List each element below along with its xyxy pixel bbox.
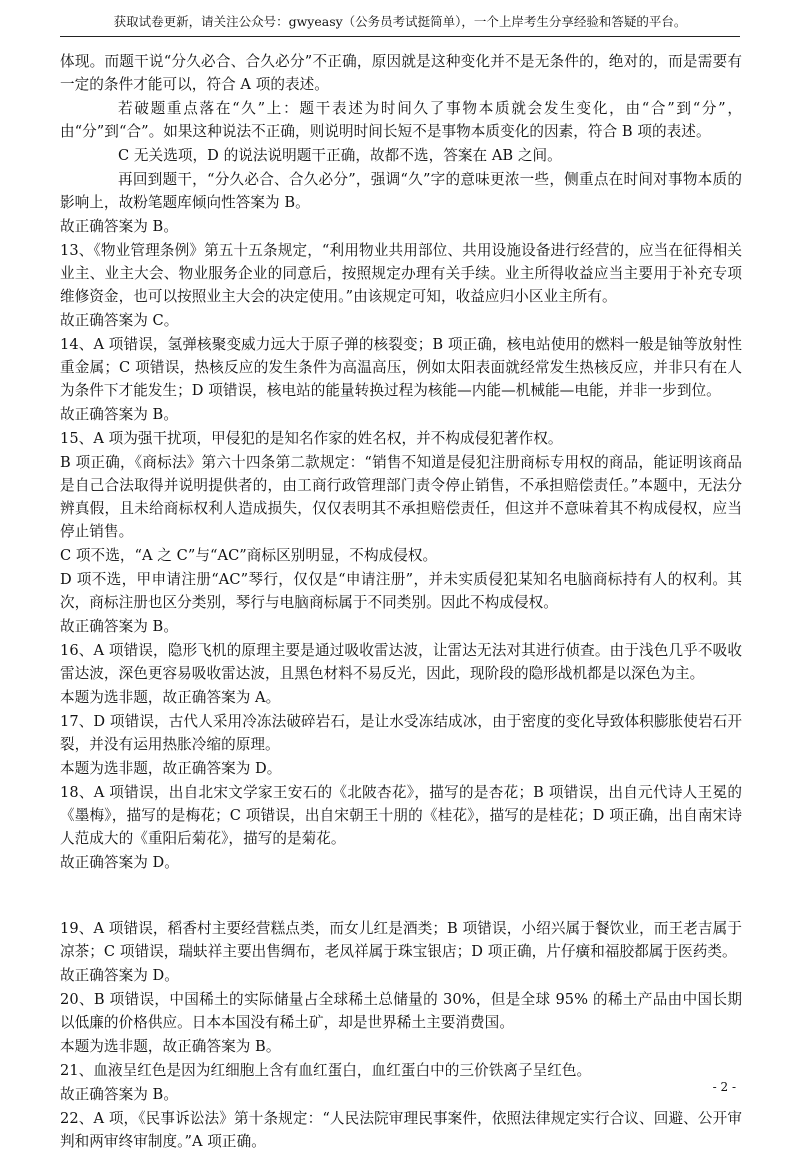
paragraph: C 项不选，“A 之 C”与“AC”商标区别明显，不构成侵权。 [60, 547, 438, 564]
paragraph: 体现。而题干说“分久必合、合久必分”不正确，原因就是这种变化并不是无条件的，绝对的，而是需要有一定的条件才能可以，符合 A 项的表述。 [60, 53, 742, 93]
paragraph: 再回到题干，“分久必合、合久必分”，强调“久”字的意味更浓一些，侧重点在时间对事物本质的影响上，故粉笔题库倾向性答案为 B。 [60, 171, 742, 211]
question-16-explanation: 16、A 项错误，隐形飞机的原理主要是通过吸收雷达波，让雷达无法对其进行侦查。由于浅色几乎不吸收雷达波，深色更容易吸收雷达波，且黑色材料不易反光，因此，现阶段的隐形战机都是以深色为主。 [60, 642, 742, 682]
paragraph: C 无关选项，D 的说法说明题干正确，故都不选，答案在 AB 之间。 [118, 147, 562, 164]
question-21-explanation: 21、血液呈红色是因为红细胞上含有血红蛋白，血红蛋白中的三价铁离子呈红色。 [60, 1062, 592, 1079]
question-22-explanation: 22、A 项，《民事诉讼法》第十条规定：“人民法院审理民事案件，依照法律规定实行合议、回避、公开审判和两审终审制度。”A 项正确。 [60, 1110, 742, 1150]
answer-line: 故正确答案为 B。 [60, 218, 178, 235]
question-18-explanation: 18、A 项错误，出自北宋文学家王安石的《北陂杏花》，描写的是杏花；B 项错误，出自元代诗人王冕的《墨梅》，描写的是梅花；C 项错误，出自宋朝王十朋的《桂花》，描写的是桂花；D 项正确，出自南宋诗人范成大的《重阳后菊花》，描写的是菊花。 [60, 784, 742, 847]
answer-line: 故正确答案为 B。 [60, 406, 178, 423]
answer-line: 故正确答案为 B。 [60, 618, 178, 635]
page-number: - 2 - [712, 1080, 736, 1094]
answer-line: 本题为选非题，故正确答案为 D。 [60, 760, 282, 777]
answer-line: 故正确答案为 D。 [60, 967, 179, 984]
blank-gap [60, 875, 742, 917]
question-14-explanation: 14、A 项错误，氢弹核聚变威力远大于原子弹的核裂变；B 项正确，核电站使用的燃料一般是铀等放射性重金属；C 项错误，热核反应的发生条件为高温高压，例如太阳表面就经常发生热核反应，并非只有在人为条件下才能发生；D 项错误，核电站的能量转换过程为核能—内能—机械能—电能，并非一步到位。 [60, 336, 742, 399]
question-17-explanation: 17、D 项错误，古代人采用冷冻法破碎岩石，是让水受冻结成冰，由于密度的变化导致体积膨胀使岩石开裂，并没有运用热胀冷缩的原理。 [60, 713, 742, 753]
answer-line: 故正确答案为 B。 [60, 1086, 178, 1103]
paragraph: 若破题重点落在“久”上：题干表述为时间久了事物本质就会发生变化，由“合”到“分”，由“分”到“合”。如果这种说法不正确，则说明时间长短不是事物本质变化的因素，符合 B 项的表述。 [60, 100, 742, 140]
paragraph: B 项正确，《商标法》第六十四条第二款规定：“销售不知道是侵犯注册商标专用权的商品，能证明该商品是自己合法取得并说明提供者的，由工商行政管理部门责令停止销售，不承担赔偿责任。”本题中，无法分辨真假，且未给商标权利人造成损失，仅仅表明其不承担赔偿责任，但这并不意味着其不构成侵权，应当停止销售。 [60, 454, 742, 540]
answer-line: 故正确答案为 D。 [60, 854, 179, 871]
page-header [60, 0, 740, 37]
question-13-explanation: 13、《物业管理条例》第五十五条规定，“利用物业共用部位、共用设施设备进行经营的，应当在征得相关业主、业主大会、物业服务企业的同意后，按照规定办理有关手续。业主所得收益应当主要用于补充专项维修资金，也可以按照业主大会的决定使用。”由该规定可知，收益应归小区业主所有。 [60, 242, 742, 305]
question-19-explanation: 19、A 项错误，稻香村主要经营糕点类，而女儿红是酒类；B 项错误，小绍兴属于餐饮业，而王老吉属于凉茶；C 项错误，瑞蚨祥主要出售绸布，老凤祥属于珠宝银店；D 项正确，片仔癀和福胶都属于医药类。 [60, 920, 742, 960]
question-15-explanation: 15、A 项为强干扰项，甲侵犯的是知名作家的姓名权，并不构成侵犯著作权。 [60, 430, 563, 447]
answer-line: 本题为选非题，故正确答案为 B。 [60, 1038, 281, 1055]
document-body [60, 50, 742, 1154]
question-20-explanation: 20、B 项错误，中国稀土的实际储量占全球稀土总储量的 30%，但是全球 95% 的稀土产品由中国长期以低廉的价格供应。日本本国没有稀土矿，却是世界稀土主要消费国。 [60, 991, 742, 1031]
header-text: 获取试卷更新，请关注公众号：gwyeasy（公务员考试挺简单），一个上岸考生分享经验和答疑的平台。 [113, 14, 687, 29]
answer-line: 故正确答案为 C。 [60, 312, 179, 329]
answer-line: 本题为选非题，故正确答案为 A。 [60, 689, 281, 706]
paragraph: D 项不选，甲申请注册“AC”琴行，仅仅是“申请注册”，并未实质侵犯某知名电脑商标持有人的权利。其次，商标注册也区分类别，琴行与电脑商标属于不同类别。因此不构成侵权。 [60, 571, 742, 611]
